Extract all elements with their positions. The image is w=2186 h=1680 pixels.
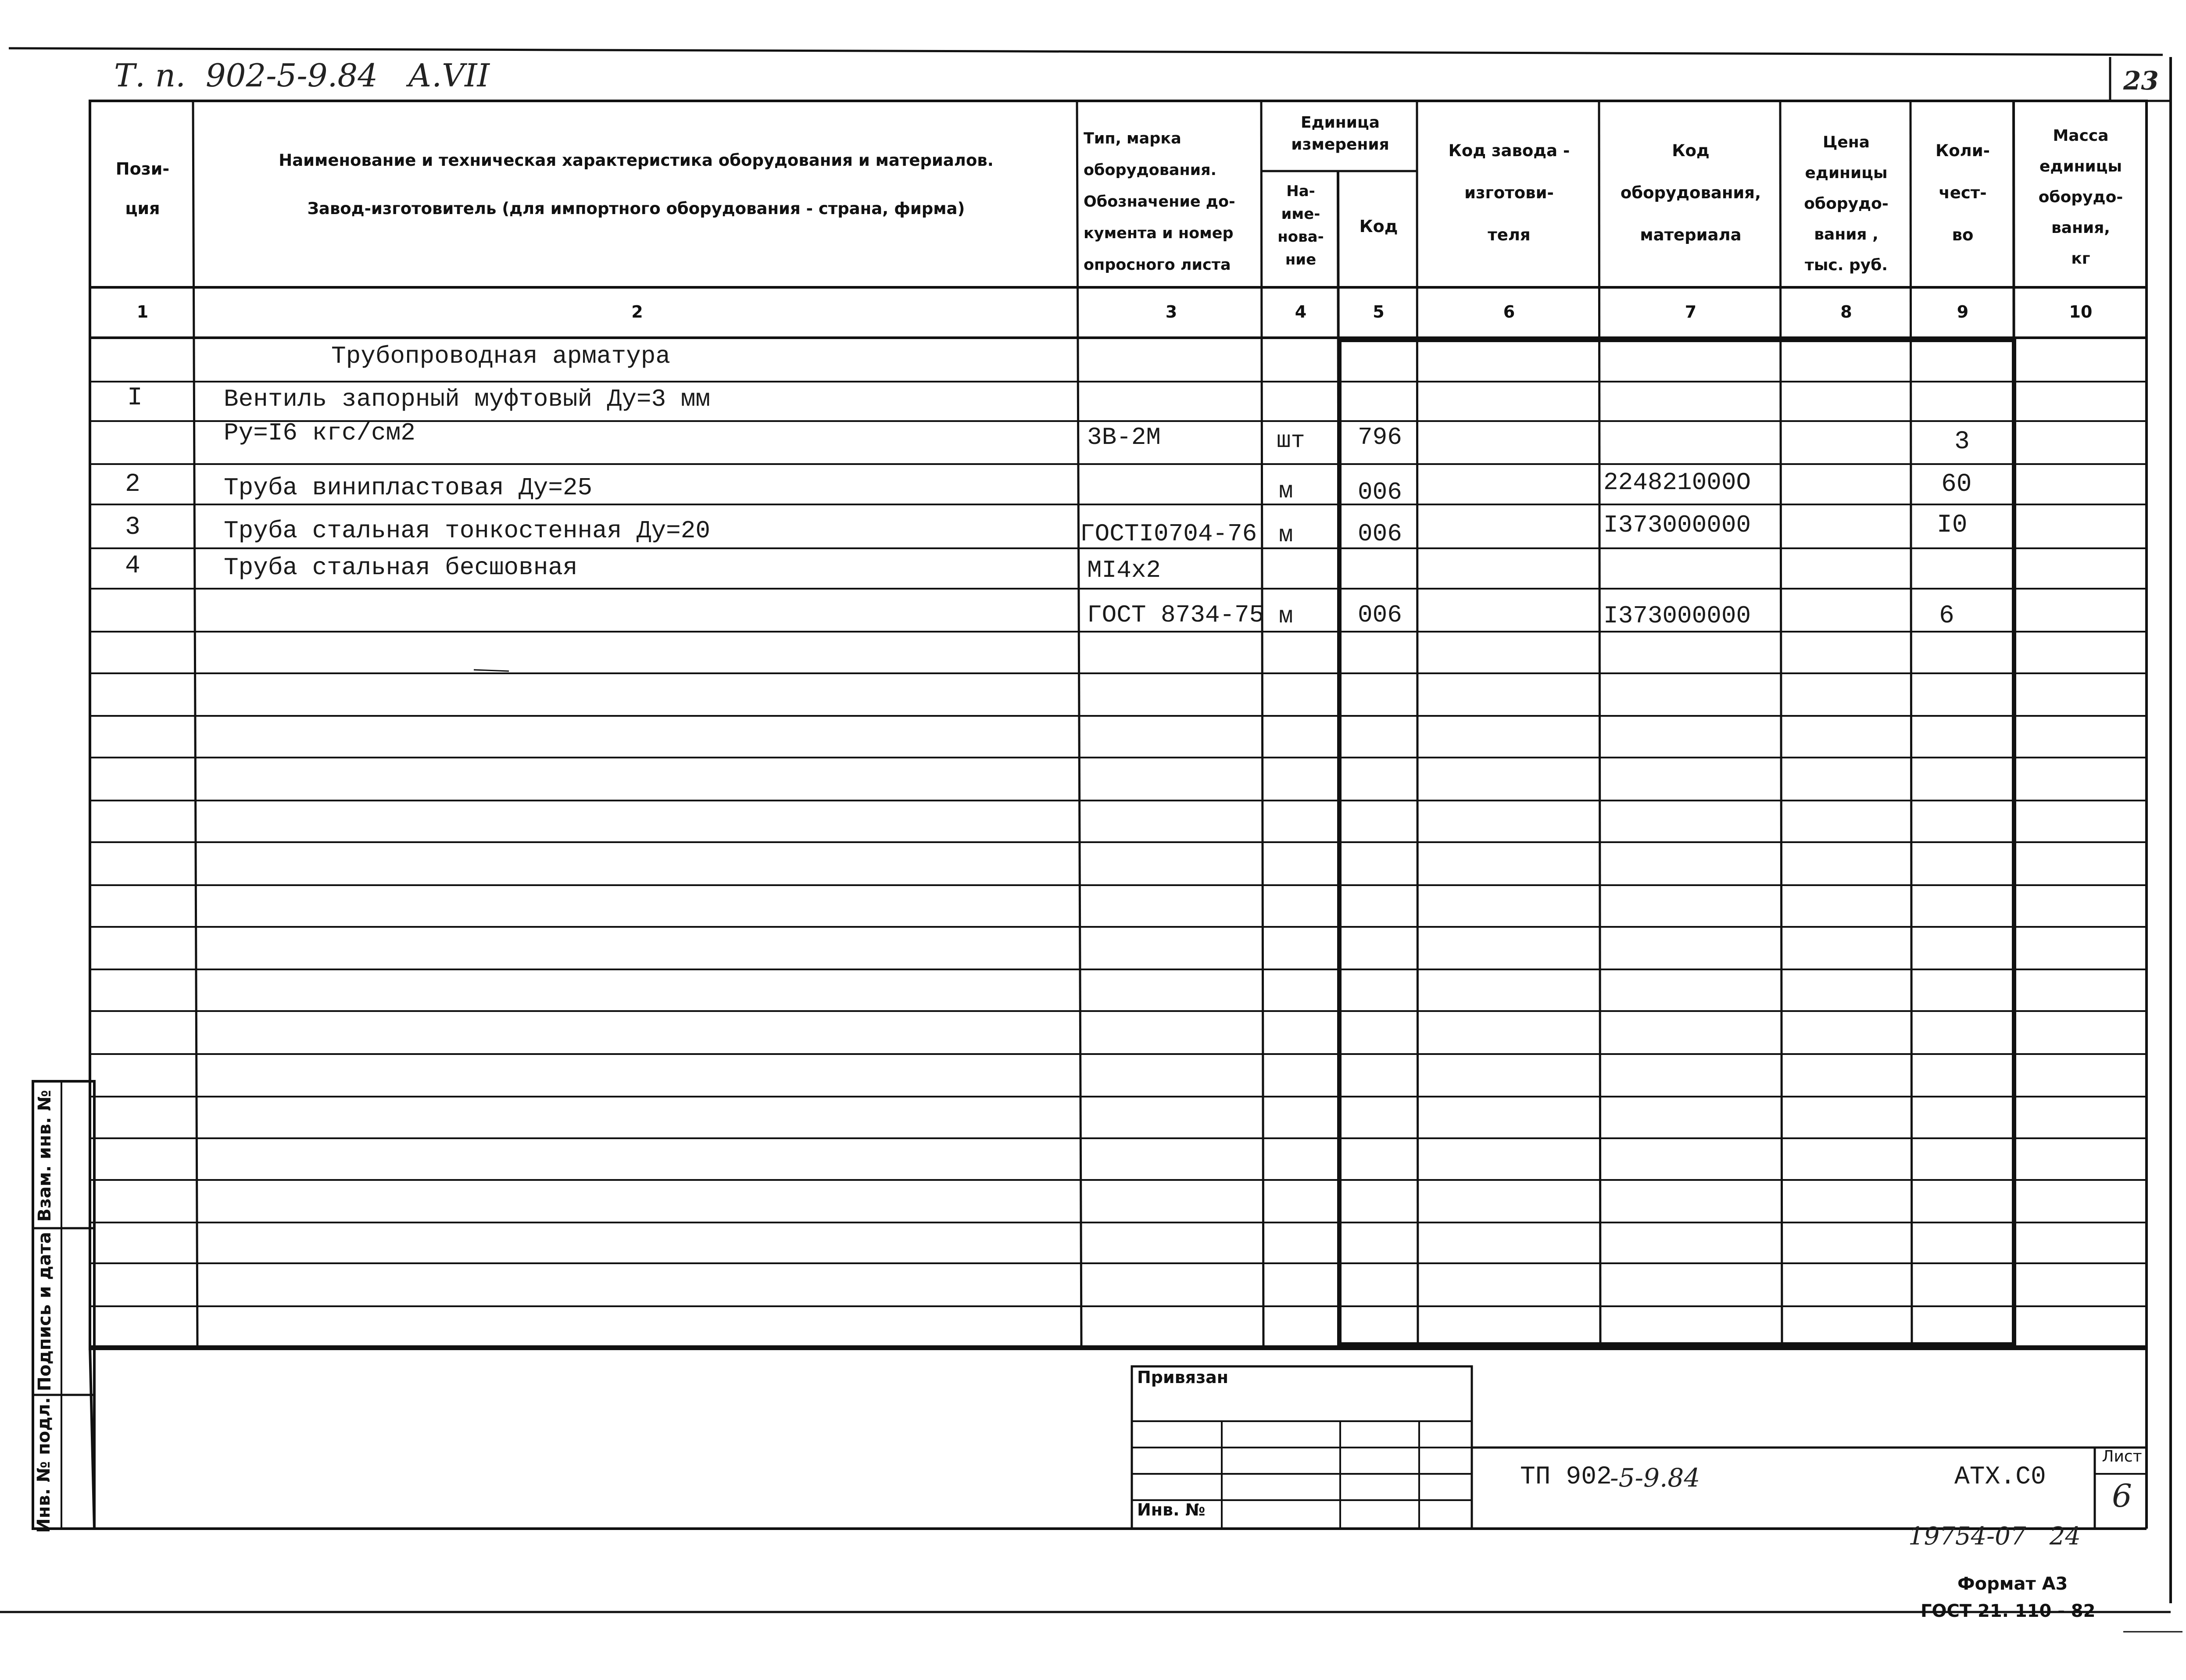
table-row-4-unit: м <box>1279 522 1293 549</box>
list-number: 6 <box>2112 1477 2132 1514</box>
binding-label: Привязан <box>1137 1368 1229 1387</box>
table-row-6-code: 006 <box>1358 601 1402 629</box>
sheet-corner-number: 23 <box>2123 66 2159 96</box>
table-row-4-code: 006 <box>1358 520 1402 548</box>
header-name-line2: Завод-изготовитель (для импортного оборудования - страна, фирма) <box>307 199 965 218</box>
colnum-7: 7 <box>1685 302 1697 322</box>
header-position: Пози- ция <box>115 159 170 218</box>
gost-label: ГОСТ 21. 110 - 82 <box>1921 1601 2096 1621</box>
table-row-4-equip: I373000000 <box>1603 511 1751 539</box>
table-row-6-equip: I373000000 <box>1603 602 1751 630</box>
table-row-6-qty: 6 <box>1939 602 1954 630</box>
header-factory-code: Код завода - изготови- теля <box>1448 141 1570 244</box>
side-stamp-podpis: Подпись и дата <box>35 1232 55 1391</box>
side-stamp-vzam: Взам. инв. № <box>35 1090 55 1222</box>
header-mass: Масса единицы оборудо- вания, кг <box>2038 127 2123 268</box>
table-row-2-code: 796 <box>1358 423 1402 451</box>
table-row-4-pos: 3 <box>125 513 140 542</box>
colnum-8: 8 <box>1840 302 1852 322</box>
table-row-1-name: Вентиль запорный муфтовый Ду=3 мм <box>224 385 710 413</box>
table-row-5-name: Труба стальная бесшовная <box>224 554 578 582</box>
header-price: Цена единицы оборудо- вания , тыс. руб. <box>1804 133 1889 274</box>
binding-inv-no: Инв. № <box>1137 1500 1206 1519</box>
list-label: Лист <box>2102 1448 2142 1466</box>
table-row-1-pos: I <box>127 384 143 412</box>
table-row-2-unit: шт <box>1277 428 1305 454</box>
table-row-2-type: 3В-2М <box>1087 423 1161 451</box>
doc-mark: АТХ.С0 <box>1954 1463 2046 1491</box>
table-row-4-type: ГОСТI0704-76 <box>1080 520 1257 548</box>
table-row-3-equip: 224821000О <box>1603 468 1751 497</box>
colnum-3: 3 <box>1165 302 1177 322</box>
colnum-9: 9 <box>1957 302 1969 322</box>
header-quantity: Коли- чест- во <box>1935 141 1990 244</box>
header-name-line1: Наименование и техническая характеристика оборудования и материалов. <box>279 151 994 170</box>
table-row-4-qty: I0 <box>1937 511 1968 540</box>
doc-code: ТП 902 <box>1520 1463 1612 1491</box>
header-type: Тип, марка оборудования. Обозначение до- кумента и номер опросного листа <box>1084 130 1235 274</box>
table-row-2-qty: 3 <box>1954 428 1970 456</box>
table-row-2-name: Ру=I6 кгс/см2 <box>224 419 415 447</box>
table-row-5-type: МI4х2 <box>1087 556 1161 584</box>
table-row-3-code: 006 <box>1358 478 1402 506</box>
header-unit-code: Код <box>1359 217 1398 236</box>
colnum-10: 10 <box>2069 302 2093 322</box>
side-stamp-inv-podl: Инв. № подл. <box>34 1397 54 1533</box>
header-unit-group: Единица измерения <box>1291 114 1389 154</box>
table-row-6-type: ГОСТ 8734-75 <box>1087 601 1264 629</box>
colnum-4: 4 <box>1295 302 1307 322</box>
table-row-5-pos: 4 <box>125 552 140 580</box>
table-row-6-unit: м <box>1279 603 1293 630</box>
colnum-2: 2 <box>631 302 643 322</box>
header-unit-name: На- име- нова- ние <box>1277 182 1324 268</box>
top-note: Т. п. 902-5-9.84 А.VII <box>114 57 490 94</box>
table-row-3-qty: 60 <box>1941 470 1972 499</box>
doc-code-handwritten: -5-9.84 <box>1610 1463 1700 1493</box>
bottom-note: 19754-07 24 <box>1908 1522 2081 1551</box>
table-row-4-name: Труба стальная тонкостенная Ду=20 <box>224 517 710 545</box>
table-row-section-heading: Трубопроводная арматура <box>331 342 670 370</box>
table-row-3-unit: м <box>1279 478 1293 505</box>
colnum-5: 5 <box>1373 302 1385 322</box>
format-label: Формат А3 <box>1957 1574 2068 1594</box>
colnum-6: 6 <box>1503 302 1515 322</box>
colnum-1: 1 <box>136 302 149 322</box>
table-row-3-name: Труба винипластовая Ду=25 <box>224 474 593 502</box>
table-row-3-pos: 2 <box>125 470 140 499</box>
header-equipment-code: Код оборудования, материала <box>1620 141 1761 244</box>
